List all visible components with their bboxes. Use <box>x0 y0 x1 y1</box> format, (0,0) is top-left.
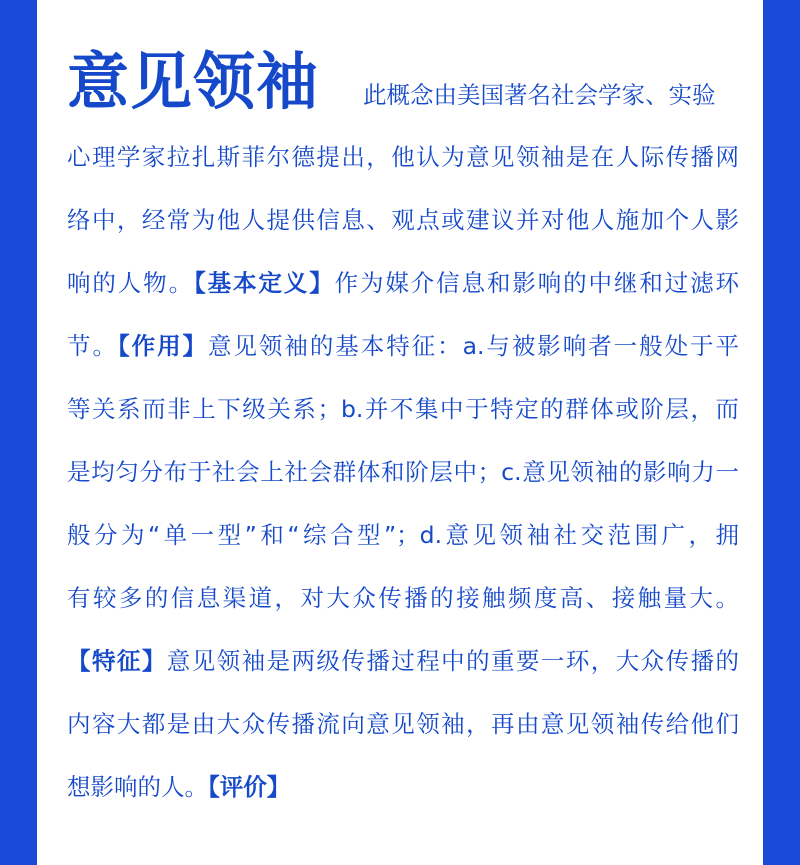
section-tag-feature: 【特征】 <box>67 647 167 675</box>
text-segment: 意见领袖的基本特征：a.与被影响者一般处于平 <box>208 332 740 360</box>
text-line-4 <box>67 252 739 315</box>
text-line-1: 此概念由美国著名社会学家、实验 <box>363 81 716 109</box>
section-tag-evaluation: 【评价】 <box>208 773 291 801</box>
text-line-6: 等关系而非上下级关系；b.并不集中于特定的群体或阶层，而 <box>67 395 739 423</box>
text-line-9: 有较多的信息渠道，对大众传播的接触频度高、接触量大。 <box>67 584 739 612</box>
page-title: 意见领袖 <box>67 45 320 118</box>
text-segment: 意见领袖是两级传播过程中的重要一环，大众传播的 <box>166 647 740 675</box>
text-line-12 <box>67 756 739 819</box>
text-segment: 作为媒介信息和影响的中继和过滤环 <box>334 269 740 297</box>
section-tag-function: 【作用】 <box>117 332 208 360</box>
text-segment: 节。 <box>67 332 118 360</box>
section-tag-definition: 【基本定义】 <box>193 269 335 297</box>
text-segment: 响的人物。 <box>67 269 194 297</box>
text-line-7: 是均匀分布于社会上社会群体和阶层中；c.意见领袖的影响力一 <box>67 458 739 486</box>
text-line-10 <box>67 630 739 693</box>
text-line-2: 心理学家拉扎斯菲尔德提出，他认为意见领袖是在人际传播网 <box>67 143 739 171</box>
text-line-5 <box>67 315 739 378</box>
title-line <box>67 42 739 122</box>
text-line-3: 络中，经常为他人提供信息、观点或建议并对他人施加个人影 <box>67 206 739 234</box>
content-card <box>37 0 763 865</box>
article-body <box>67 42 739 819</box>
text-line-8: 般分为“单一型”和“综合型”；d.意见领袖社交范围广，拥 <box>67 521 739 549</box>
text-line-11: 内容大都是由大众传播流向意见领袖，再由意见领袖传给他们 <box>67 710 739 738</box>
text-segment: 想影响的人。 <box>67 773 208 801</box>
